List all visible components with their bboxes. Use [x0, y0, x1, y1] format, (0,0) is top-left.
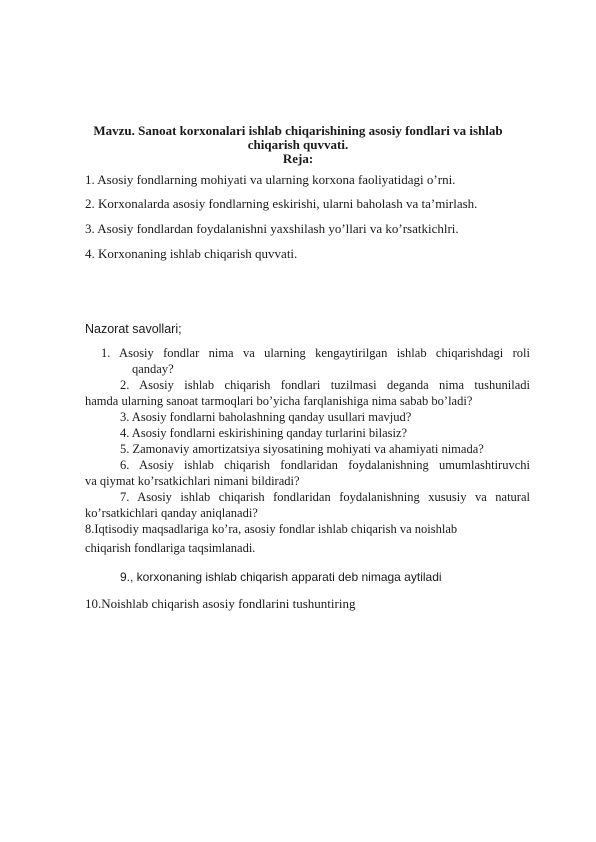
question-2-line2: hamda ularning sanoat tarmoqlari bo’yicha farqlanishiga nima sabab bo’ladi?	[85, 394, 473, 408]
question-3: 3. Asosiy fondlarni baholashning qanday usullari mavjud?	[120, 410, 412, 424]
plan-heading: Reja:	[282, 151, 314, 166]
plan-item-1: 1. Asosiy fondlarning mohiyati va ularning korxona faoliyatidagi o’rni.	[85, 172, 456, 187]
question-4: 4. Asosiy fondlarni eskirishining qanday turlarini bilasiz?	[120, 426, 408, 440]
question-1-line1: 1. Asosiy fondlar nima va ularning kengaytirilgan ishlab chiqarishdagi roli	[101, 346, 530, 360]
question-7-line1: 7. Asosiy ishlab chiqarish fondlaridan foydalanishning xususiy va natural	[120, 490, 530, 504]
question-10: 10.Noishlab chiqarish asosiy fondlarini tushuntiring	[85, 596, 356, 611]
questions-heading: Nazorat savollari;	[85, 322, 182, 336]
topic-title-line2: chiqarish quvvati.	[247, 137, 349, 152]
question-6-line1: 6. Asosiy ishlab chiqarish fondlaridan foydalanishning umumlashtiruvchi	[120, 458, 530, 472]
question-5: 5. Zamonaviy amortizatsiya siyosatining mohiyati va ahamiyati nimada?	[120, 442, 484, 456]
question-7-line2: ko’rsatkichlari qanday aniqlanadi?	[85, 506, 258, 520]
plan-item-3: 3. Asosiy fondlardan foydalanishni yaxshilash yo’llari va ko’rsatkichlri.	[85, 221, 459, 236]
question-1-line2: qanday?	[132, 362, 174, 376]
question-2-line1: 2. Asosiy ishlab chiqarish fondlari tuzilmasi deganda nima tushuniladi	[120, 378, 530, 392]
question-9: 9., korxonaning ishlab chiqarish apparati deb nimaga aytiladi	[120, 570, 442, 584]
question-6-line2: va qiymat ko’rsatkichlari nimani bildiradi?	[85, 474, 300, 488]
question-8-line2: chiqarish fondlariga taqsimlanadi.	[85, 541, 256, 555]
question-8-line1: 8.Iqtisodiy maqsadlariga ko’ra, asosiy fondlar ishlab chiqarish va noishlab	[85, 522, 458, 536]
topic-title-line1: Mavzu. Sanoat korxonalari ishlab chiqarishining asosiy fondlari va ishlab	[93, 123, 503, 138]
plan-item-4: 4. Korxonaning ishlab chiqarish quvvati.	[85, 246, 298, 261]
plan-item-2: 2. Korxonalarda asosiy fondlarning eskirishi, ularni baholash va ta’mirlash.	[85, 196, 478, 211]
